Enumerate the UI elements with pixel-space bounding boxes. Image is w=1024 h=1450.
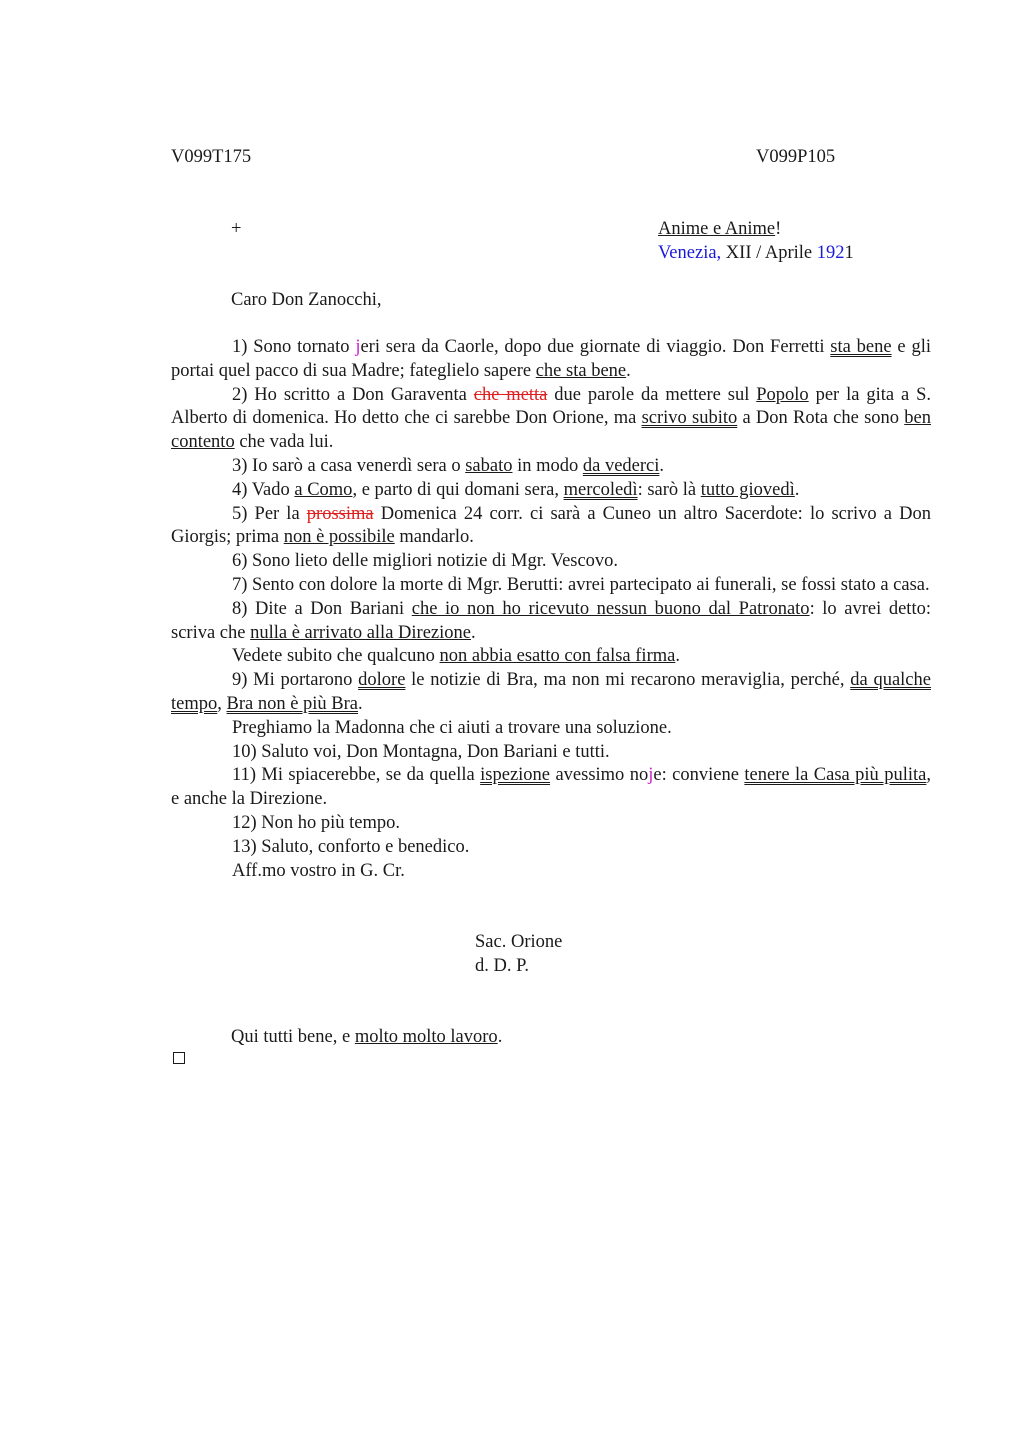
header-left-code: V099T175 bbox=[171, 147, 252, 167]
paragraph-1: 1) Sono tornato jeri sera da Caorle, dopo due giornate di viaggio. Don Ferretti sta bene e gli portai quel pacco di sua Madre; fateglielo sapere che sta bene. bbox=[171, 337, 931, 381]
motto-mark: ! bbox=[775, 219, 782, 239]
postscript: Qui tutti bene, e molto molto lavoro. bbox=[231, 1027, 503, 1047]
paragraph-2: 2) Ho scritto a Don Garaventa che metta due parole da mettere sul Popolo per la gita a S. Alberto di domenica. Ho detto che ci sarebbe Don Orione, ma scrivo subito a Don Rota che sono ben contento che vada lui. bbox=[171, 384, 932, 453]
cross-mark: + bbox=[231, 219, 242, 239]
closing: Aff.mo vostro in G. Cr. bbox=[232, 860, 405, 881]
paragraph-7: 7) Sento con dolore la morte di Mgr. Berutti: avrei partecipato ai funerali, se fossi stato a casa. bbox=[232, 574, 930, 595]
motto-text: Anime e Anime bbox=[658, 219, 776, 239]
deleted-text: che metta bbox=[473, 384, 548, 405]
dateline-year-b: 1 bbox=[844, 243, 854, 263]
paragraph-4: 4) Vado a Como, e parto di qui domani sera, mercoledì: sarò là tutto giovedì. bbox=[232, 479, 800, 500]
paragraph-9: 9) Mi portarono dolore le notizie di Bra, ma non mi recarono meraviglia, perché, da qualche tempo, Bra non è più Bra. bbox=[171, 670, 931, 714]
paragraph-8b: Vedete subito che qualcuno non abbia esatto con falsa firma. bbox=[232, 646, 680, 667]
correction: j bbox=[355, 337, 361, 357]
paragraph-5: 5) Per la prossima Domenica 24 corr. ci sarà a Cuneo un altro Sacerdote: lo scrivo a Don Giorgis; prima non è possibile mandarlo. bbox=[171, 503, 931, 548]
paragraph-10: 10) Saluto voi, Don Montagna, Don Bariani e tutti. bbox=[232, 741, 610, 762]
signature-title: d. D. P. bbox=[475, 956, 529, 976]
letter-body bbox=[171, 336, 931, 883]
dateline-place: Venezia, bbox=[658, 243, 722, 263]
signature-name: Sac. Orione bbox=[475, 932, 563, 952]
paragraph-3: 3) Io sarò a casa venerdì sera o sabato in modo da vederci. bbox=[232, 455, 665, 476]
paragraph-9b: Preghiamo la Madonna che ci aiuti a trovare una soluzione. bbox=[232, 717, 672, 738]
deleted-text: prossima bbox=[306, 503, 374, 524]
dateline bbox=[658, 242, 854, 266]
dateline-year-a: 192 bbox=[816, 243, 845, 263]
dateline-date: XII / Aprile bbox=[721, 243, 817, 263]
paragraph-12: 12) Non ho più tempo. bbox=[232, 812, 401, 833]
salutation: Caro Don Zanocchi, bbox=[231, 290, 382, 310]
square-icon bbox=[173, 1052, 185, 1064]
paragraph-6: 6) Sono lieto delle migliori notizie di Mgr. Vescovo. bbox=[232, 551, 619, 572]
header-right-code: V099P105 bbox=[756, 147, 836, 167]
correction: j bbox=[648, 765, 654, 786]
paragraph-13: 13) Saluto, conforto e benedico. bbox=[232, 836, 470, 857]
paragraph-11: 11) Mi spiacerebbe, se da quella ispezione avessimo noje: conviene tenere la Casa più pulita, e anche la Direzione. bbox=[171, 765, 931, 810]
paragraph-8: 8) Dite a Don Bariani che io non ho ricevuto nessun buono dal Patronato: lo avrei detto: scriva che nulla è arrivato alla Direzione. bbox=[171, 598, 931, 643]
motto bbox=[658, 218, 781, 242]
